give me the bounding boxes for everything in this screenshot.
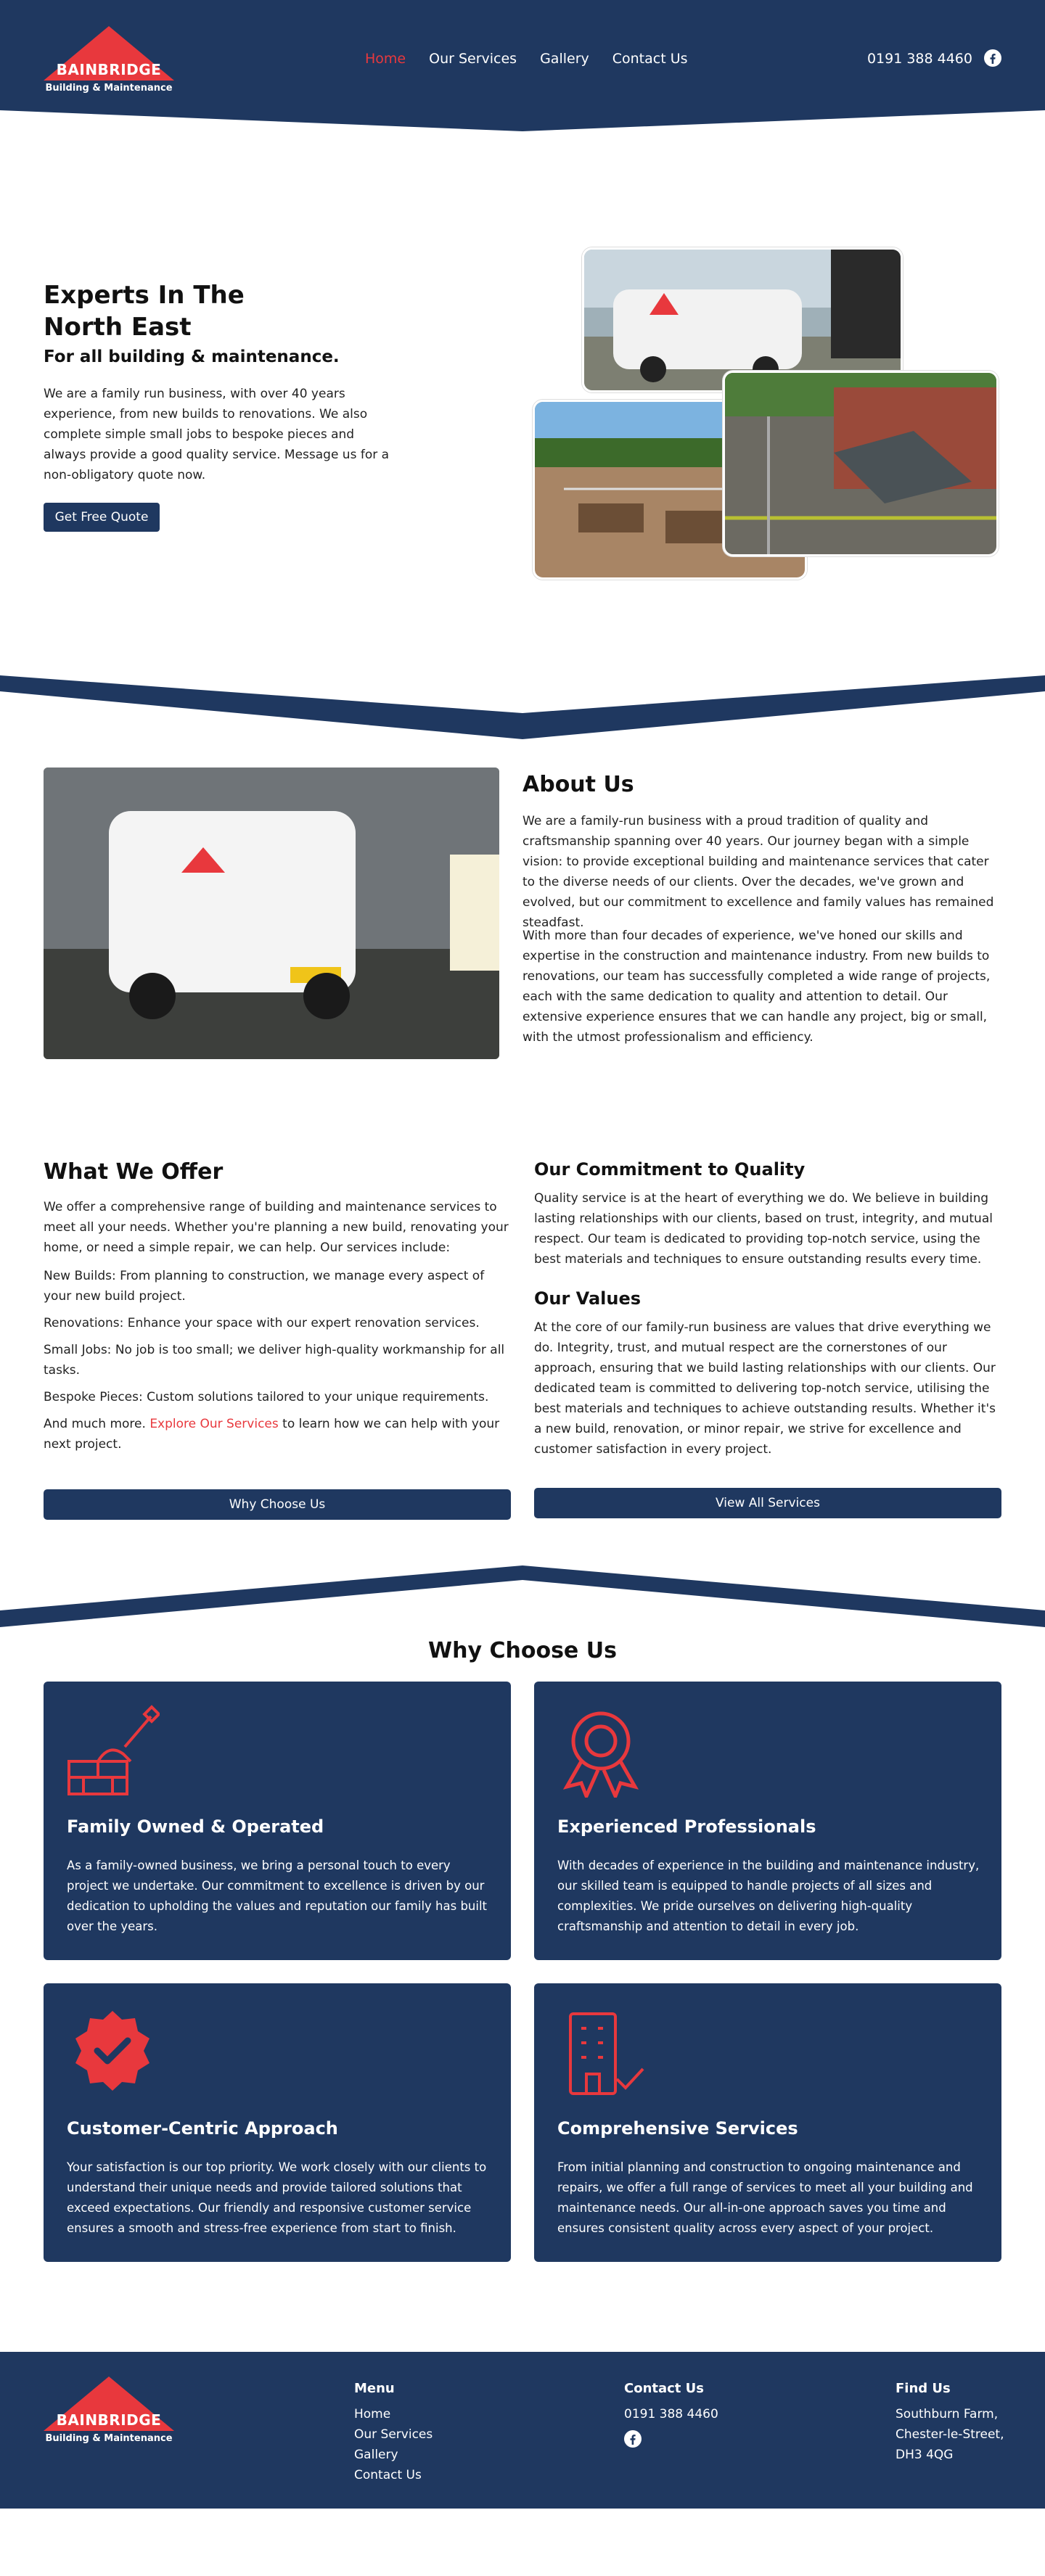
values-text: At the core of our family-run business are values that drive everything we do. Integrity, trust, and mutual respect are the cornerstones of our approach, ensuring that we build lasting relationships with our clients. Our dedicated team is committed to delivering top-notch service, utilising the best materials and techniques to achieve outstanding results. Whether it's a new build, renovation, or minor repair, we strive for excellence and customer satisfaction in every project. <box>534 1320 996 1457</box>
card-title: Experienced Professionals <box>557 1816 816 1837</box>
card-text: As a family-owned business, we bring a personal touch to every project we undertake. Our commitment to excellence is driven by our dedication to upholding the values and reputation our family has built over the years. <box>67 1859 488 1933</box>
about-section <box>0 768 1045 1159</box>
hero-roof-photo <box>723 371 999 556</box>
footer-link-gallery[interactable]: Gallery <box>354 2448 398 2462</box>
values-title: Our Values <box>534 1288 642 1309</box>
nav-home[interactable]: Home <box>365 51 406 67</box>
offer-more-text <box>44 1414 514 1454</box>
why-card <box>44 1983 511 2262</box>
logo-name: BAINBRIDGE <box>56 61 162 78</box>
footer-menu-title: Menu <box>354 2381 395 2396</box>
about-van-photo <box>44 768 499 1059</box>
get-free-quote-button[interactable]: Get Free Quote <box>44 503 160 532</box>
footer-find-title: Find Us <box>896 2381 951 2396</box>
header-phone[interactable]: 0191 388 4460 <box>866 51 972 67</box>
footer-address-line: Chester-le-Street, <box>896 2427 1004 2442</box>
hero-title <box>44 279 406 343</box>
commitment-text: Quality service is at the heart of everything we do. We believe in building lasting relationships with our clients, based on trust, integrity, and mutual respect. Our team is dedicated to providing top-notch service, using the best materials and techniques to ensure outstanding results every time. <box>534 1191 993 1267</box>
hero-subtitle: For all building & maintenance. <box>44 347 340 366</box>
why-section <box>0 1565 1045 2352</box>
offer-more-prefix: And much more. <box>44 1417 150 1431</box>
card-title: Customer-Centric Approach <box>67 2118 338 2139</box>
why-card <box>44 1682 511 1960</box>
divider-shape <box>0 675 1045 748</box>
about-title: About Us <box>522 772 634 797</box>
footer-link-home[interactable]: Home <box>354 2407 391 2421</box>
why-title: Why Choose Us <box>428 1638 617 1663</box>
footer-link-contact-us[interactable]: Contact Us <box>354 2468 422 2482</box>
footer-address-line: DH3 4QG <box>896 2448 954 2462</box>
offer-intro: We offer a comprehensive range of building and maintenance services to meet all your needs. Whether you're planning a new build, renovating your home, or need a simple repair, we can help. Our services include: <box>44 1200 509 1255</box>
hero-text: We are a family run business, with over 40 years experience, from new builds to renovations. We also complete simple small jobs to bespoke pieces and always provide a good quality service. Message us for a non-obligatory quote now. <box>44 387 390 482</box>
facebook-icon[interactable] <box>984 49 1001 67</box>
footer-contact-title: Contact Us <box>624 2381 705 2396</box>
view-all-services-button[interactable]: View All Services <box>534 1488 1001 1518</box>
explore-services-link[interactable]: Explore Our Services <box>149 1417 279 1431</box>
nav-gallery[interactable]: Gallery <box>540 51 589 67</box>
verified-badge-icon <box>65 2005 160 2099</box>
about-paragraph-1: We are a family-run business with a proud tradition of quality and craftsmanship spanning over 40 years. Our journey began with a simple vision: to provide exceptional building and maintenance services that cater to the diverse needs of our clients. Over the decades, we've grown and evolved, but our commitment to excellence and family values has remained steadfast. <box>522 814 994 930</box>
offer-item: Renovations: Enhance your space with our expert renovation services. <box>44 1316 480 1330</box>
offer-title: What We Offer <box>44 1159 224 1185</box>
bricklaying-trowel-icon <box>65 1703 160 1798</box>
card-title: Family Owned & Operated <box>67 1816 324 1837</box>
about-paragraph-2: With more than four decades of experience, we've honed our skills and expertise in the construction and maintenance industry. From new builds to renovations, our team has successfully completed a wide range of projects, each with the same dedication to quality and attention to detail. Our extensive experience ensures that we can handle any project, big or small, with the utmost professionalism and efficiency. <box>522 929 991 1045</box>
why-choose-us-button[interactable]: Why Choose Us <box>44 1489 511 1520</box>
card-title: Comprehensive Services <box>557 2118 798 2139</box>
offer-item: New Builds: From planning to construction, we manage every aspect of your new build project. <box>44 1269 485 1304</box>
card-text: With decades of experience in the building and maintenance industry, our skilled team is equipped to handle projects of all sizes and complexities. We pride ourselves on delivering high-quality craftsmanship and attention to detail in every job. <box>557 1859 980 1933</box>
building-check-icon <box>556 2005 650 2099</box>
main-nav <box>365 51 688 67</box>
footer-address-line: Southburn Farm, <box>896 2407 999 2421</box>
offer-item: Small Jobs: No job is too small; we deliver high-quality workmanship for all tasks. <box>44 1343 505 1378</box>
footer-link-our-services[interactable]: Our Services <box>354 2427 433 2442</box>
site-logo[interactable] <box>44 26 174 97</box>
card-text: From initial planning and construction to ongoing maintenance and repairs, we offer a full range of services to meet all your building and maintenance needs. Our all-in-one approach saves you time and ensures consistent quality across every aspect of your project. <box>557 2160 973 2235</box>
why-card <box>534 1983 1001 2262</box>
card-text: Your satisfaction is our top priority. We work closely with our clients to understand their unique needs and provide tailored solutions that exceed expectations. Our friendly and responsive customer service ensures a smooth and stress-free experience from start to finish. <box>67 2160 487 2235</box>
offer-item: Bespoke Pieces: Custom solutions tailored to your unique requirements. <box>44 1390 489 1404</box>
offer-section <box>0 1159 1045 1565</box>
nav-our-services[interactable]: Our Services <box>429 51 517 67</box>
site-footer <box>0 2352 1045 2509</box>
facebook-icon[interactable] <box>624 2430 642 2448</box>
award-medal-icon <box>556 1703 650 1798</box>
logo-tagline: Building & Maintenance <box>45 83 173 94</box>
why-divider-shape <box>0 1565 1045 1631</box>
hero-title-line1: Experts In The <box>44 281 245 310</box>
logo-name: BAINBRIDGE <box>56 2411 162 2429</box>
why-card <box>534 1682 1001 1960</box>
hero-title-line2: North East <box>44 313 192 342</box>
nav-contact-us[interactable]: Contact Us <box>612 51 688 67</box>
footer-phone[interactable]: 0191 388 4460 <box>624 2407 718 2421</box>
logo-tagline: Building & Maintenance <box>45 2433 173 2444</box>
section-divider <box>0 675 1045 748</box>
site-header <box>0 0 1045 131</box>
hero-section <box>0 131 1045 675</box>
commitment-title: Our Commitment to Quality <box>534 1159 806 1180</box>
offer-more-suffix: to learn how we can help with your next project. <box>44 1417 500 1452</box>
footer-logo[interactable] <box>44 2377 174 2448</box>
